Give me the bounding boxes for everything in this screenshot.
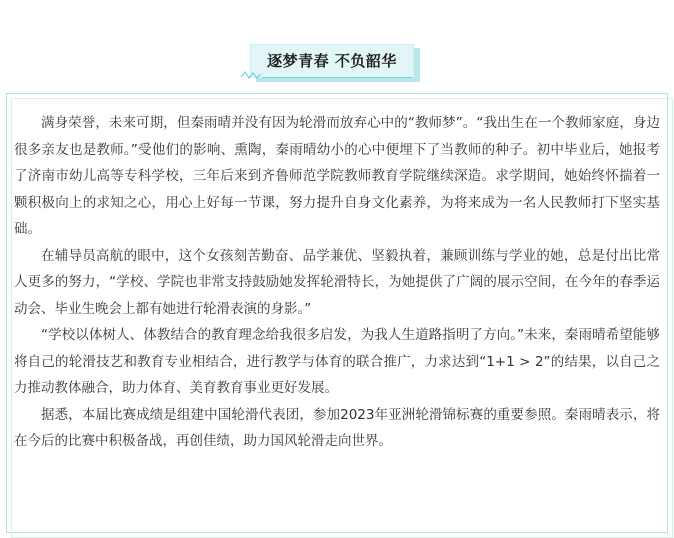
article-body (14, 110, 660, 455)
article-paragraph: 满身荣誉，未来可期，但秦雨晴并没有因为轮滑而放弃心中的“教师梦”。“我出生在一个教师家庭，身边很多亲友也是教师。”受他们的影响、熏陶，秦雨晴幼小的心中便埋下了当教师的种子。初中毕业后，她报考了济南市幼儿高等专科学校，三年后来到齐鲁师范学院教师教育学院继续深造。求学期间，她始终怀揣着一颗积极向上的求知之心，用心上好每一节课，努力提升自身文化素养，为将来成为一名人民教师打下坚实基础。 (14, 115, 660, 237)
article-paragraph: 在辅导员高航的眼中，这个女孩刻苦勤奋、品学兼优、坚毅执着，兼顾训练与学业的她，总是付出比常人更多的努力，“学校、学院也非常支持鼓励她发挥轮滑特长，为她提供了广阔的展示空间，在今年的春季运动会、毕业生晚会上都有她进行轮滑表演的身影。” (14, 247, 660, 317)
article-paragraph: “学校以体树人、体教结合的教育理念给我很多启发，为我人生道路指明了方向。”未来，秦雨晴希望能够将自己的轮滑技艺和教育专业相结合，进行教学与体育的联合推广，力求达到“1+1 > 2”的结果，以自己之力推动教体融合，助力体育、美育教育事业更好发展。 (14, 327, 660, 396)
article-paragraph: 据悉，本届比赛成绩是组建中国轮滑代表团，参加2023年亚洲轮滑锦标赛的重要参照。秦雨晴表示，将在今后的比赛中积极备战，再创佳绩，助力国风轮滑走向世界。 (14, 406, 660, 449)
section-title: 逐梦青春 不负韶华 (250, 44, 414, 78)
section-title-banner (0, 40, 674, 86)
wave-decoration-icon (240, 68, 264, 82)
title-underline (262, 77, 412, 78)
